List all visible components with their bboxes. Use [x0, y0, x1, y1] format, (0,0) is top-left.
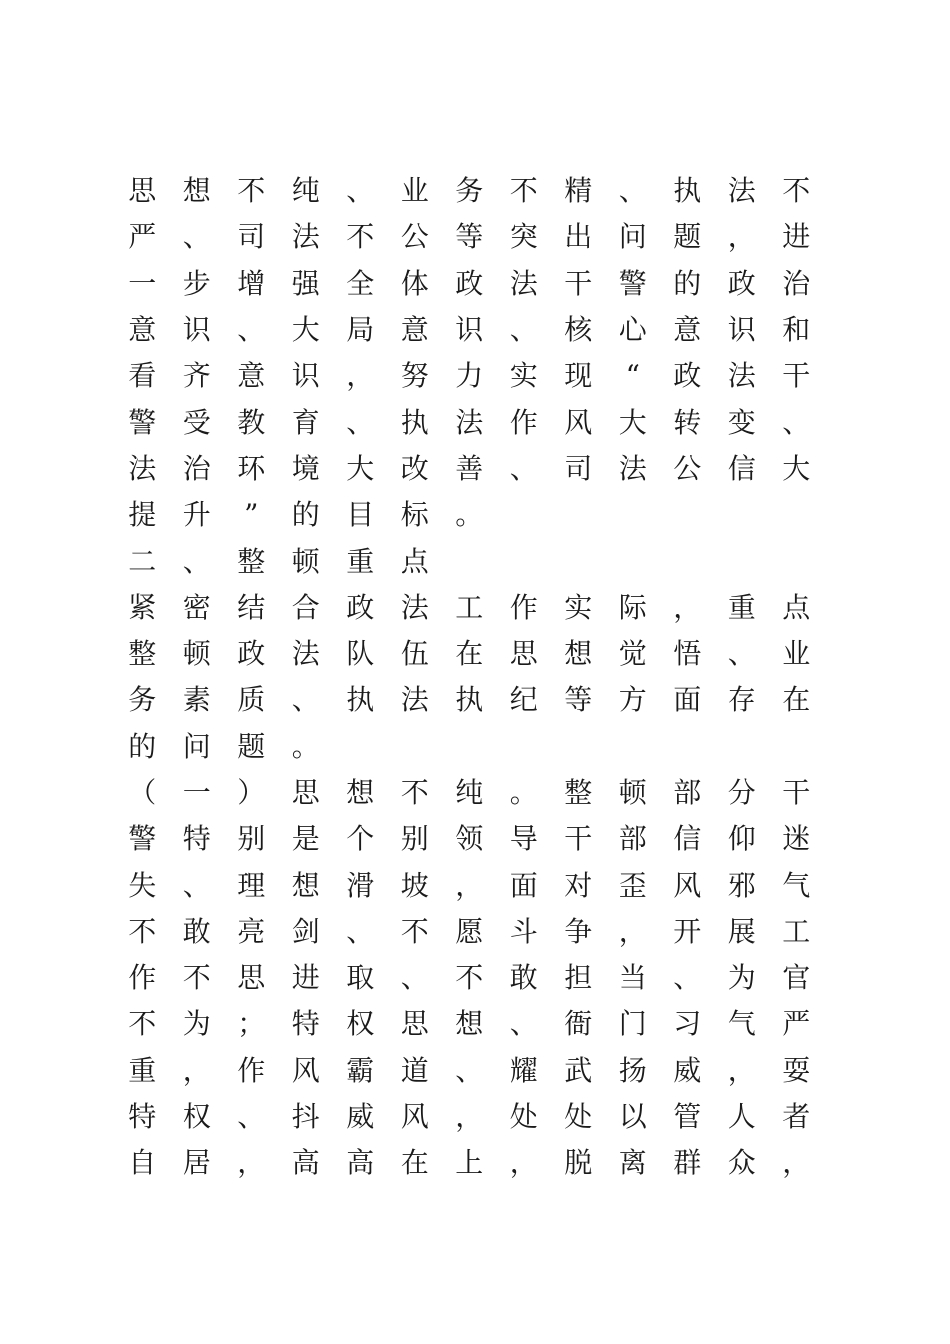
text-char: 大: [291, 313, 320, 347]
text-char: 育: [291, 405, 320, 439]
text-char: 失: [128, 868, 157, 902]
text-char: 剑: [291, 914, 320, 948]
text-char: 愿: [455, 914, 484, 948]
text-char: ，: [237, 1146, 266, 1180]
text-char: 一: [128, 266, 157, 300]
text-char: 标: [400, 498, 429, 532]
text-char: 善: [455, 451, 484, 485]
text-char: 想: [291, 868, 320, 902]
text-line: [115, 261, 815, 307]
text-char: 法: [400, 683, 429, 717]
text-char: 习: [673, 1007, 702, 1041]
text-char: 严: [782, 1007, 811, 1041]
text-char: 和: [782, 313, 811, 347]
text-char: 当: [618, 961, 647, 995]
text-char: 、: [509, 451, 538, 485]
text-char: 思: [237, 961, 266, 995]
text-char: 风: [400, 1100, 429, 1134]
text-char: 等: [455, 220, 484, 254]
text-char: 整: [128, 637, 157, 671]
text-char: 敢: [509, 961, 538, 995]
text-char: 整: [237, 544, 266, 578]
text-char: 齐: [182, 359, 211, 393]
text-line: [115, 307, 815, 353]
text-char: 问: [618, 220, 647, 254]
text-char: 干: [564, 266, 593, 300]
text-char: ）: [237, 776, 266, 809]
text-char: 、: [291, 683, 320, 717]
text-char: 全: [346, 266, 375, 300]
text-char: 受: [182, 405, 211, 439]
text-char: 对: [564, 868, 593, 902]
text-line: [115, 816, 815, 862]
text-char: 个: [346, 822, 375, 856]
text-char: 理: [237, 868, 266, 902]
text-char: 队: [346, 637, 375, 671]
text-char: 方: [618, 683, 647, 717]
text-line: [115, 955, 815, 1001]
text-char: 威: [346, 1100, 375, 1134]
text-char: 高: [346, 1146, 375, 1180]
text-char: 歪: [618, 868, 647, 902]
text-char: 结: [237, 590, 266, 624]
text-char: 、: [782, 405, 811, 439]
text-char: 司: [564, 451, 593, 485]
text-char: 、: [673, 961, 702, 995]
text-char: 意: [237, 359, 266, 393]
text-char: 意: [673, 313, 702, 347]
text-char: 想: [455, 1007, 484, 1041]
text-char: 法: [727, 174, 756, 208]
text-char: ，: [455, 868, 484, 902]
text-char: 武: [564, 1053, 593, 1087]
text-char: 上: [455, 1146, 484, 1180]
text-char: 法: [400, 590, 429, 624]
text-char: 政: [346, 590, 375, 624]
text-char: 境: [291, 451, 320, 485]
text-char: 思: [400, 1007, 429, 1041]
text-char: 部: [673, 776, 702, 809]
text-char: 思: [509, 637, 538, 671]
text-char: 教: [237, 405, 266, 439]
text-char: 在: [400, 1146, 429, 1180]
text-char: 法: [291, 637, 320, 671]
text-char: ，: [618, 914, 647, 948]
text-char: 体: [400, 266, 429, 300]
text-char: 信: [673, 822, 702, 856]
text-line: [115, 724, 815, 770]
text-char: 、: [346, 174, 375, 208]
text-char: 扬: [618, 1053, 647, 1087]
text-char: 执: [673, 174, 702, 208]
text-char: 。: [455, 498, 484, 532]
text-char: 法: [455, 405, 484, 439]
text-char: 重: [128, 1053, 157, 1087]
text-line: [115, 862, 815, 908]
text-char: 不: [346, 220, 375, 254]
text-char: 脱: [564, 1146, 593, 1180]
text-char: 纪: [509, 683, 538, 717]
text-char: 威: [673, 1053, 702, 1087]
text-char: （: [128, 776, 157, 809]
text-line: [115, 353, 815, 399]
text-char: 官: [782, 961, 811, 995]
text-char: 公: [400, 220, 429, 254]
text-char: 进: [291, 961, 320, 995]
text-char: 取: [346, 961, 375, 995]
text-char: 不: [455, 961, 484, 995]
text-char: 的: [291, 498, 320, 532]
text-line: [115, 677, 815, 723]
text-char: 紧: [128, 590, 157, 624]
text-char: 亮: [237, 914, 266, 948]
text-char: 警: [128, 405, 157, 439]
text-char: 部: [618, 822, 647, 856]
text-char: 导: [509, 822, 538, 856]
text-char: 在: [782, 683, 811, 717]
text-char: 风: [291, 1053, 320, 1087]
text-char: 点: [782, 590, 811, 624]
text-char: 气: [782, 868, 811, 902]
text-char: 特: [182, 822, 211, 856]
text-char: 悟: [673, 637, 702, 671]
text-line: [115, 770, 815, 816]
text-char: 是: [291, 822, 320, 856]
text-char: 、: [182, 220, 211, 254]
text-char: 业: [782, 637, 811, 671]
text-char: 意: [400, 313, 429, 347]
text-line: [115, 585, 815, 631]
text-char: 为: [182, 1007, 211, 1041]
text-char: 风: [673, 868, 702, 902]
text-char: 政: [237, 637, 266, 671]
text-char: 众: [727, 1146, 756, 1180]
text-char: 、: [455, 1053, 484, 1087]
text-line: [115, 168, 815, 214]
text-char: 耀: [509, 1053, 538, 1087]
text-char: ，: [673, 590, 702, 624]
text-char: 一: [182, 776, 211, 809]
text-char: 滑: [346, 868, 375, 902]
text-char: 业: [400, 174, 429, 208]
text-char: 公: [673, 451, 702, 485]
text-char: 改: [400, 451, 429, 485]
text-char: 重: [346, 544, 375, 578]
text-char: 局: [346, 313, 375, 347]
text-char: 意: [128, 313, 157, 347]
text-char: 、: [618, 174, 647, 208]
text-char: 抖: [291, 1100, 320, 1134]
text-char: 步: [182, 266, 211, 300]
text-char: 不: [182, 961, 211, 995]
text-char: 识: [455, 313, 484, 347]
text-char: 实: [509, 359, 538, 393]
text-char: 领: [455, 822, 484, 856]
text-char: ，: [346, 359, 375, 393]
text-char: 强: [291, 266, 320, 300]
text-char: ，: [782, 1146, 811, 1180]
text-char: 干: [564, 822, 593, 856]
text-char: 人: [727, 1100, 756, 1134]
text-char: 执: [346, 683, 375, 717]
text-char: 政: [727, 266, 756, 300]
text-char: 、: [400, 961, 429, 995]
text-char: 司: [237, 220, 266, 254]
text-char: 以: [618, 1100, 647, 1134]
text-char: 居: [182, 1146, 211, 1180]
text-line: [115, 909, 815, 955]
text-char: 密: [182, 590, 211, 624]
text-char: 执: [455, 683, 484, 717]
text-char: 核: [564, 313, 593, 347]
text-char: ；: [237, 1007, 266, 1041]
text-char: 顿: [291, 544, 320, 578]
text-char: 二: [128, 544, 157, 578]
text-char: ，: [727, 220, 756, 254]
text-line: [115, 1048, 815, 1094]
text-char: 不: [400, 914, 429, 948]
text-char: 干: [782, 776, 811, 809]
text-char: 务: [128, 683, 157, 717]
text-char: 大: [782, 451, 811, 485]
text-char: 法: [727, 359, 756, 393]
text-char: 气: [727, 1007, 756, 1041]
text-char: 法: [128, 451, 157, 485]
text-char: 、: [727, 637, 756, 671]
text-char: 纯: [291, 174, 320, 208]
text-char: 工: [782, 914, 811, 948]
text-char: 题: [237, 729, 266, 763]
text-char: 作: [237, 1053, 266, 1087]
text-char: 处: [509, 1100, 538, 1134]
text-char: 的: [128, 729, 157, 763]
text-char: 顿: [182, 637, 211, 671]
text-char: 在: [455, 637, 484, 671]
text-char: 、: [182, 868, 211, 902]
text-char: 作: [509, 405, 538, 439]
text-char: 治: [182, 451, 211, 485]
text-char: 、: [237, 313, 266, 347]
text-char: 、: [509, 1007, 538, 1041]
text-char: 不: [400, 776, 429, 809]
text-char: 进: [782, 220, 811, 254]
text-char: 面: [509, 868, 538, 902]
text-char: 自: [128, 1146, 157, 1180]
text-char: 合: [291, 590, 320, 624]
text-char: 。: [291, 729, 320, 763]
text-char: 法: [509, 266, 538, 300]
text-char: “: [625, 359, 640, 393]
section-heading: [115, 538, 815, 584]
text-char: 、: [346, 405, 375, 439]
text-char: 想: [182, 174, 211, 208]
text-char: 等: [564, 683, 593, 717]
text-char: 识: [727, 313, 756, 347]
text-char: 精: [564, 174, 593, 208]
text-char: 觉: [618, 637, 647, 671]
text-char: 高: [291, 1146, 320, 1180]
text-char: 识: [291, 359, 320, 393]
text-char: 风: [564, 405, 593, 439]
text-char: 别: [237, 822, 266, 856]
text-char: 思: [128, 174, 157, 208]
text-char: 法: [291, 220, 320, 254]
text-char: 霸: [346, 1053, 375, 1087]
text-char: 不: [128, 1007, 157, 1041]
text-line: [115, 214, 815, 260]
text-char: 作: [128, 961, 157, 995]
text-char: 、: [509, 313, 538, 347]
text-char: 突: [509, 220, 538, 254]
text-line: [115, 399, 815, 445]
text-char: 素: [182, 683, 211, 717]
text-char: 道: [400, 1053, 429, 1087]
text-char: 治: [782, 266, 811, 300]
text-char: 门: [618, 1007, 647, 1041]
text-char: 政: [455, 266, 484, 300]
text-char: 别: [400, 822, 429, 856]
text-char: 想: [346, 776, 375, 809]
text-char: 际: [618, 590, 647, 624]
text-char: 开: [673, 914, 702, 948]
text-char: ，: [509, 1146, 538, 1180]
text-char: 警: [128, 822, 157, 856]
text-char: 特: [128, 1100, 157, 1134]
text-line: [115, 631, 815, 677]
text-char: 权: [182, 1100, 211, 1134]
text-char: ，: [182, 1053, 211, 1087]
text-char: 权: [346, 1007, 375, 1041]
text-char: 提: [128, 498, 157, 532]
text-char: 展: [727, 914, 756, 948]
text-char: 问: [182, 729, 211, 763]
text-char: 作: [509, 590, 538, 624]
text-char: 面: [673, 683, 702, 717]
text-char: 法: [618, 451, 647, 485]
text-char: 转: [673, 405, 702, 439]
text-char: 严: [128, 220, 157, 254]
text-char: 邪: [727, 868, 756, 902]
text-char: 实: [564, 590, 593, 624]
text-line: [115, 446, 815, 492]
text-char: 大: [618, 405, 647, 439]
text-char: 重: [727, 590, 756, 624]
text-char: 伍: [400, 637, 429, 671]
text-char: 题: [673, 220, 702, 254]
text-char: 工: [455, 590, 484, 624]
text-char: 务: [455, 174, 484, 208]
text-char: ，: [727, 1053, 756, 1087]
text-char: 纯: [455, 776, 484, 809]
text-char: 争: [564, 914, 593, 948]
text-char: 目: [346, 498, 375, 532]
text-char: 的: [673, 266, 702, 300]
text-char: ”: [244, 498, 259, 532]
text-char: 管: [673, 1100, 702, 1134]
text-char: 衙: [564, 1007, 593, 1041]
text-line: [115, 1094, 815, 1140]
text-char: 坡: [400, 868, 429, 902]
text-char: 、: [237, 1100, 266, 1134]
text-char: 增: [237, 266, 266, 300]
text-line: [115, 1140, 815, 1186]
text-char: 升: [182, 498, 211, 532]
text-char: 变: [727, 405, 756, 439]
text-char: 群: [673, 1146, 702, 1180]
text-char: 识: [182, 313, 211, 347]
text-line: [115, 1001, 815, 1047]
text-char: 信: [727, 451, 756, 485]
text-char: 处: [564, 1100, 593, 1134]
text-char: 力: [455, 359, 484, 393]
text-char: ，: [455, 1100, 484, 1134]
text-char: 现: [564, 359, 593, 393]
text-char: 警: [618, 266, 647, 300]
text-char: 特: [291, 1007, 320, 1041]
text-char: 顿: [618, 776, 647, 809]
text-char: 为: [727, 961, 756, 995]
text-char: 政: [673, 359, 702, 393]
text-char: 不: [237, 174, 266, 208]
text-char: 想: [564, 637, 593, 671]
text-char: 者: [782, 1100, 811, 1134]
text-char: 执: [400, 405, 429, 439]
document-body: [115, 168, 815, 1187]
text-char: 分: [727, 776, 756, 809]
text-line: [115, 492, 815, 538]
text-char: 看: [128, 359, 157, 393]
text-char: 心: [618, 313, 647, 347]
text-char: 点: [400, 544, 429, 578]
text-char: 干: [782, 359, 811, 393]
text-char: 敢: [182, 914, 211, 948]
text-char: 。: [509, 776, 538, 809]
text-char: 努: [400, 359, 429, 393]
text-char: 质: [237, 683, 266, 717]
text-char: 耍: [782, 1053, 811, 1087]
text-char: 不: [128, 914, 157, 948]
text-char: 思: [291, 776, 320, 809]
text-char: 迷: [782, 822, 811, 856]
text-char: 不: [509, 174, 538, 208]
text-char: 环: [237, 451, 266, 485]
text-char: 不: [782, 174, 811, 208]
text-char: 仰: [727, 822, 756, 856]
text-char: 、: [346, 914, 375, 948]
text-char: 斗: [509, 914, 538, 948]
text-char: 离: [618, 1146, 647, 1180]
text-char: 、: [182, 544, 211, 578]
text-char: 出: [564, 220, 593, 254]
text-char: 大: [346, 451, 375, 485]
text-char: 存: [727, 683, 756, 717]
text-char: 担: [564, 961, 593, 995]
text-char: 整: [564, 776, 593, 809]
